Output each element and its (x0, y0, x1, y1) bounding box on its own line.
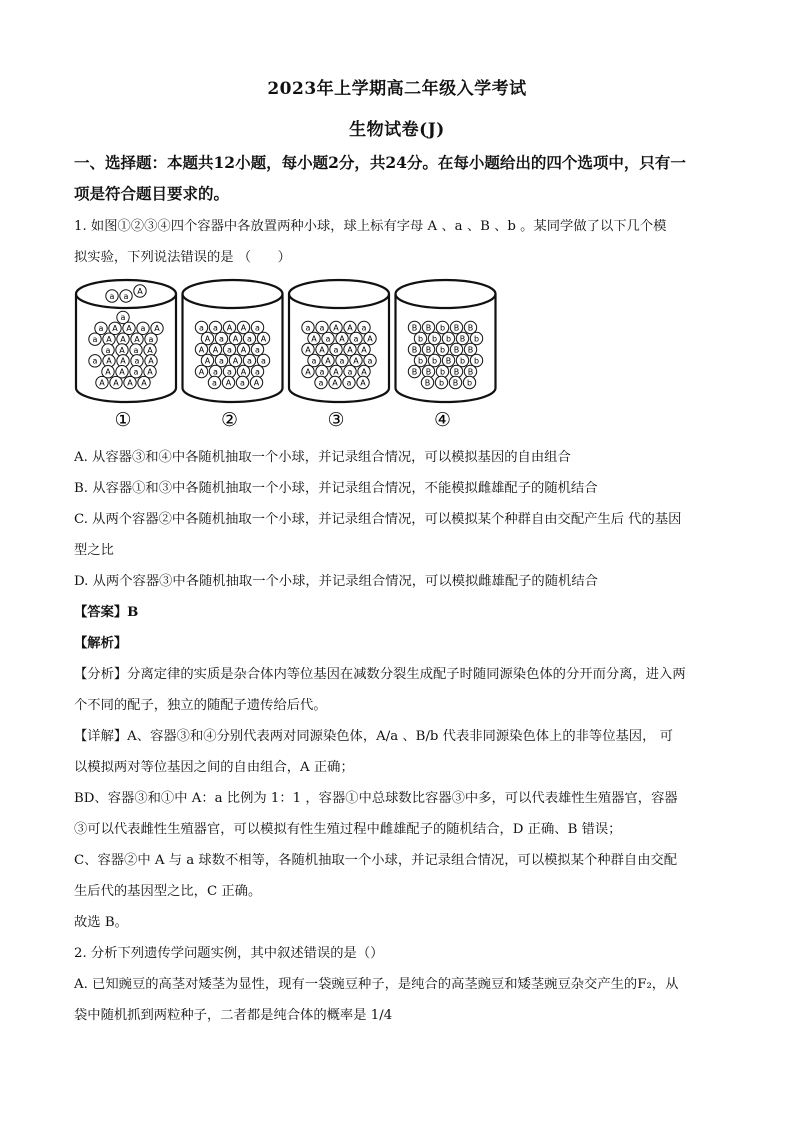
ball-letter: A (147, 367, 153, 377)
ball-letter: a (240, 378, 245, 388)
q1-c-line2: 生后代的基因型之比，C 正确。 (74, 884, 262, 899)
ball (209, 365, 221, 377)
ball-letter: a (134, 356, 140, 366)
ball (302, 365, 314, 377)
ball-letter: B (467, 323, 474, 333)
ball-letter: B (425, 323, 432, 333)
ball (463, 376, 475, 388)
ball (134, 285, 146, 297)
ball (316, 365, 328, 377)
ball-letter: A (333, 323, 339, 333)
ball (330, 365, 342, 377)
ball (456, 354, 468, 366)
container-4 (396, 280, 496, 402)
ball-letter: A (332, 378, 338, 388)
ball-letter: a (140, 324, 146, 334)
ball-letter: A (225, 378, 232, 388)
ball (209, 321, 221, 333)
ball (215, 332, 227, 344)
ball (120, 290, 132, 302)
ball-letter: B (459, 334, 466, 344)
ball-letter: A (141, 378, 147, 388)
ball-letter: a (361, 323, 367, 333)
ball (237, 365, 249, 377)
ball-letter: A (253, 378, 260, 388)
container-label: ② (220, 409, 239, 431)
ball (358, 343, 370, 355)
ball (201, 332, 213, 344)
section-heading-line2: 项是符合题目要求的。 (74, 184, 230, 203)
ball-letter: a (133, 367, 139, 377)
ball (243, 354, 255, 366)
ball-letter: a (319, 323, 325, 333)
ball-letter: b (466, 378, 473, 388)
ball-letter: B (453, 367, 460, 377)
ball-letter: A (126, 324, 132, 334)
ball-letter: A (367, 334, 373, 344)
ball-letter: A (106, 334, 112, 344)
ball-letter: a (92, 356, 98, 366)
ball-letter: b (431, 356, 438, 366)
ball (329, 376, 341, 388)
container-3 (289, 280, 389, 402)
ball (144, 366, 156, 378)
ball (464, 365, 476, 377)
q1-choose: 故选 B。 (74, 915, 128, 930)
ball (195, 365, 207, 377)
ball-letter: A (113, 378, 119, 388)
ball-letter: B (453, 345, 460, 355)
ball-letter: b (438, 378, 445, 388)
ball (124, 376, 136, 388)
ball (109, 322, 121, 334)
ball-letter: A (119, 367, 125, 377)
ball (449, 376, 461, 388)
ball-letter: B (411, 345, 418, 355)
ball-letter: b (439, 323, 446, 333)
ball (209, 343, 221, 355)
ball (89, 355, 101, 367)
ball-letter: B (411, 323, 418, 333)
ball-letter: a (148, 334, 154, 344)
ball (456, 332, 468, 344)
ball-letter: A (361, 367, 367, 377)
container-label: ④ (433, 409, 452, 431)
ball (414, 354, 426, 366)
ball (422, 343, 434, 355)
q1-option-c-line2: 型之比 (74, 543, 114, 558)
ball-letter: A (105, 367, 111, 377)
ball-letter: a (319, 367, 325, 377)
ball-letter: a (133, 345, 139, 355)
ball (357, 376, 369, 388)
ball-letter: A (119, 345, 125, 355)
q1-bd-line2: ③可以代表雌性生殖器官，可以模拟有性生殖过程中雌雄配子的随机结合，D 正确、B 错误； (74, 822, 622, 837)
ball (223, 343, 235, 355)
ball-letter: A (154, 324, 160, 334)
ball-letter: a (339, 356, 345, 366)
ball (123, 322, 135, 334)
ball (408, 343, 420, 355)
ball-letter: b (417, 334, 424, 344)
ball-letter: b (445, 334, 452, 344)
ball (316, 343, 328, 355)
ball (436, 321, 448, 333)
ball-letter: a (219, 356, 224, 366)
ball (408, 321, 420, 333)
ball-letter: A (198, 345, 205, 355)
container-rim (183, 280, 283, 308)
ball-letter: B (452, 378, 459, 388)
ball-letter: B (453, 323, 460, 333)
ball (421, 376, 433, 388)
ball-letter: a (123, 291, 129, 301)
q1-analysis-heading: 【解析】 (74, 636, 128, 651)
ball (450, 343, 462, 355)
ball-letter: A (198, 367, 205, 377)
q1-bd-line1: BD、容器③和①中 A：a 比例为 1：1 ，容器①中总球数比容器③中多，可以代表雄性生殖器官，容器 (74, 791, 678, 806)
container-2 (183, 280, 283, 402)
ball (322, 332, 334, 344)
ball-letter: B (424, 378, 431, 388)
ball (436, 343, 448, 355)
ball (315, 376, 327, 388)
q1-answer: 【答案】B (74, 605, 139, 620)
ball (229, 354, 241, 366)
ball-letter: A (232, 334, 239, 344)
ball-letter: A (325, 356, 331, 366)
ball (237, 343, 249, 355)
ball-letter: a (199, 323, 204, 333)
ball-letter: a (213, 367, 218, 377)
ball (250, 376, 262, 388)
ball-letter: a (353, 334, 359, 344)
ball (470, 332, 482, 344)
ball-letter: A (319, 345, 325, 355)
ball (237, 321, 249, 333)
ball (450, 321, 462, 333)
ball-letter: B (425, 345, 432, 355)
ball (408, 365, 420, 377)
ball-letter: A (106, 356, 112, 366)
ball (470, 354, 482, 366)
ball (358, 321, 370, 333)
ball-letter: a (305, 323, 311, 333)
q1-fenxi-line1: 【分析】分离定律的实质是杂合体内等位基因在减数分裂生成配子时随同源染色体的分开而分离，进入两 (74, 667, 686, 682)
ball (251, 321, 263, 333)
container-diagram (74, 278, 514, 434)
q1-stem-line1: 1. 如图①②③④四个容器中各放置两种小球，球上标有字母 A 、a 、B 、b 。某同学做了以下几个模 (74, 219, 667, 234)
ball (308, 332, 320, 344)
ball (137, 322, 149, 334)
ball-letter: a (219, 334, 224, 344)
exam-subtitle: 生物试卷(J) (349, 120, 445, 140)
ball-letter: A (112, 324, 118, 334)
ball (436, 365, 448, 377)
ball (130, 366, 142, 378)
ball-letter: A (226, 323, 233, 333)
ball-letter: a (247, 334, 252, 344)
q1-xiangjie-line2: 以模拟两对等位基因之间的自由组合，A 正确； (74, 760, 354, 775)
ball (464, 343, 476, 355)
ball-letter: b (439, 345, 446, 355)
ball-letter: a (247, 356, 252, 366)
ball (364, 332, 376, 344)
container-label: ① (114, 409, 132, 431)
ball (223, 365, 235, 377)
ball (251, 365, 263, 377)
ball-letter: a (255, 345, 260, 355)
q1-option-b: B. 从容器①和③中各随机抽取一个小球，并记录组合情况，不能模拟雌雄配子的随机结合 (74, 481, 598, 496)
ball-letter: A (339, 334, 345, 344)
ball (195, 321, 207, 333)
container-figure (74, 278, 514, 434)
ball (102, 366, 114, 378)
ball (251, 343, 263, 355)
ball-letter: A (240, 323, 247, 333)
ball-letter: a (261, 356, 266, 366)
ball-letter: A (361, 345, 367, 355)
ball-letter: A (127, 378, 133, 388)
ball (330, 321, 342, 333)
ball-letter: A (120, 334, 126, 344)
ball (138, 376, 150, 388)
q1-xiangjie-line1: 【详解】A、容器③和④分别代表两对同源染色体，A/a 、B/b 代表非同源染色体上的非等位基因， 可 (74, 729, 673, 744)
ball (117, 311, 129, 323)
ball (422, 365, 434, 377)
ball-letter: a (120, 313, 126, 323)
ball-letter: a (347, 367, 353, 377)
ball-letter: A (232, 356, 239, 366)
q1-fenxi-line2: 个不同的配子，独立的随配子遗传给后代。 (74, 698, 327, 713)
ball-letter: A (305, 367, 311, 377)
ball-letter: B (425, 367, 432, 377)
ball (195, 343, 207, 355)
ball (302, 343, 314, 355)
ball (442, 332, 454, 344)
ball-letter: a (98, 324, 104, 334)
ball-letter: A (260, 334, 267, 344)
ball-letter: a (227, 367, 232, 377)
ball (350, 332, 362, 344)
ball (302, 321, 314, 333)
ball (308, 354, 320, 366)
ball-letter: a (255, 367, 260, 377)
ball (322, 354, 334, 366)
ball-letter: b (473, 334, 480, 344)
ball-letter: b (459, 356, 466, 366)
ball-letter: a (92, 334, 98, 344)
ball (243, 332, 255, 344)
ball (316, 321, 328, 333)
ball-letter: A (353, 356, 359, 366)
ball (344, 321, 356, 333)
ball-letter: A (99, 378, 105, 388)
ball (151, 322, 163, 334)
ball-letter: A (333, 367, 339, 377)
ball (257, 354, 269, 366)
ball (422, 321, 434, 333)
ball (414, 332, 426, 344)
ball (344, 365, 356, 377)
ball-letter: A (347, 345, 353, 355)
ball-letter: A (137, 286, 143, 296)
ball-letter: A (148, 356, 154, 366)
ball (215, 354, 227, 366)
ball (358, 365, 370, 377)
ball-letter: a (105, 345, 111, 355)
container-rim (396, 280, 496, 308)
ball (257, 332, 269, 344)
q1-option-c-line1: C. 从两个容器②中各随机抽取一个小球，并记录组合情况，可以模拟某个种群自由交配产生后 代的基因 (74, 512, 682, 527)
q1-option-a: A. 从容器③和④中各随机抽取一个小球，并记录组合情况，可以模拟基因的自由组合 (74, 450, 571, 465)
q1-c-line1: C、容器②中 A 与 a 球数不相等，各随机抽取一个小球，并记录组合情况，可以模拟某个种群自由交配 (74, 853, 678, 868)
ball-letter: a (255, 323, 260, 333)
ball (89, 333, 101, 345)
ball (336, 354, 348, 366)
ball-letter: a (333, 345, 339, 355)
ball-letter: a (318, 378, 324, 388)
ball-letter: A (305, 345, 311, 355)
ball-letter: B (467, 345, 474, 355)
ball-letter: A (204, 334, 211, 344)
ball-letter: B (445, 356, 452, 366)
ball (343, 376, 355, 388)
ball (208, 376, 220, 388)
ball (96, 376, 108, 388)
ball-letter: A (212, 345, 219, 355)
ball (350, 354, 362, 366)
ball-letter: a (346, 378, 352, 388)
ball (236, 376, 248, 388)
q2-option-a-line2: 袋中随机抓到两粒种子，二者都是纯合体的概率是 1/4 (74, 1008, 393, 1023)
ball-letter: B (411, 367, 418, 377)
container-rim (289, 280, 389, 308)
ball-letter: A (147, 345, 153, 355)
ball-letter: A (240, 367, 247, 377)
ball (464, 321, 476, 333)
ball (201, 354, 213, 366)
ball-letter: b (417, 356, 424, 366)
ball-letter: a (367, 356, 373, 366)
ball-letter: A (240, 345, 247, 355)
ball-letter: b (439, 367, 446, 377)
ball-letter: a (109, 291, 115, 301)
ball-letter: b (473, 356, 480, 366)
ball (223, 321, 235, 333)
ball-letter: A (360, 378, 366, 388)
ball (344, 343, 356, 355)
ball-letter: a (227, 345, 232, 355)
ball-letter: A (347, 323, 353, 333)
ball (106, 290, 118, 302)
ball-letter: B (467, 367, 474, 377)
ball (435, 376, 447, 388)
q1-stem-line2: 拟实验，下列说法错误的是 （ ） (74, 250, 291, 265)
ball (222, 376, 234, 388)
ball (229, 332, 241, 344)
ball-letter: a (213, 323, 218, 333)
ball (442, 354, 454, 366)
ball-letter: b (431, 334, 438, 344)
ball-letter: A (204, 356, 211, 366)
ball (330, 343, 342, 355)
ball (116, 366, 128, 378)
exam-title: 2023年上学期高二年级入学考试 (267, 79, 527, 99)
container-label: ③ (327, 409, 345, 431)
container-1 (76, 280, 176, 402)
ball (450, 365, 462, 377)
ball (336, 332, 348, 344)
section-heading-line1: 一、选择题：本题共12小题，每小题2分，共24分。在每小题给出的四个选项中，只有一 (74, 153, 686, 172)
q2-option-a-line1: A. 已知豌豆的高茎对矮茎为显性，现有一袋豌豆种子，是纯合的高茎豌豆和矮茎豌豆杂交产生的F₂，从 (74, 977, 679, 992)
ball-letter: A (134, 334, 140, 344)
q2-stem: 2. 分析下列遗传学问题实例，其中叙述错误的是（） (74, 946, 384, 961)
ball-letter: a (325, 334, 331, 344)
ball-letter: A (120, 356, 126, 366)
ball (428, 332, 440, 344)
ball (95, 322, 107, 334)
ball-letter: A (311, 334, 317, 344)
ball (110, 376, 122, 388)
ball-letter: a (212, 378, 217, 388)
q1-option-d: D. 从两个容器③中各随机抽取一个小球，并记录组合情况，可以模拟雌雄配子的随机结合 (74, 574, 598, 589)
ball (364, 354, 376, 366)
ball (428, 354, 440, 366)
ball-letter: a (311, 356, 317, 366)
